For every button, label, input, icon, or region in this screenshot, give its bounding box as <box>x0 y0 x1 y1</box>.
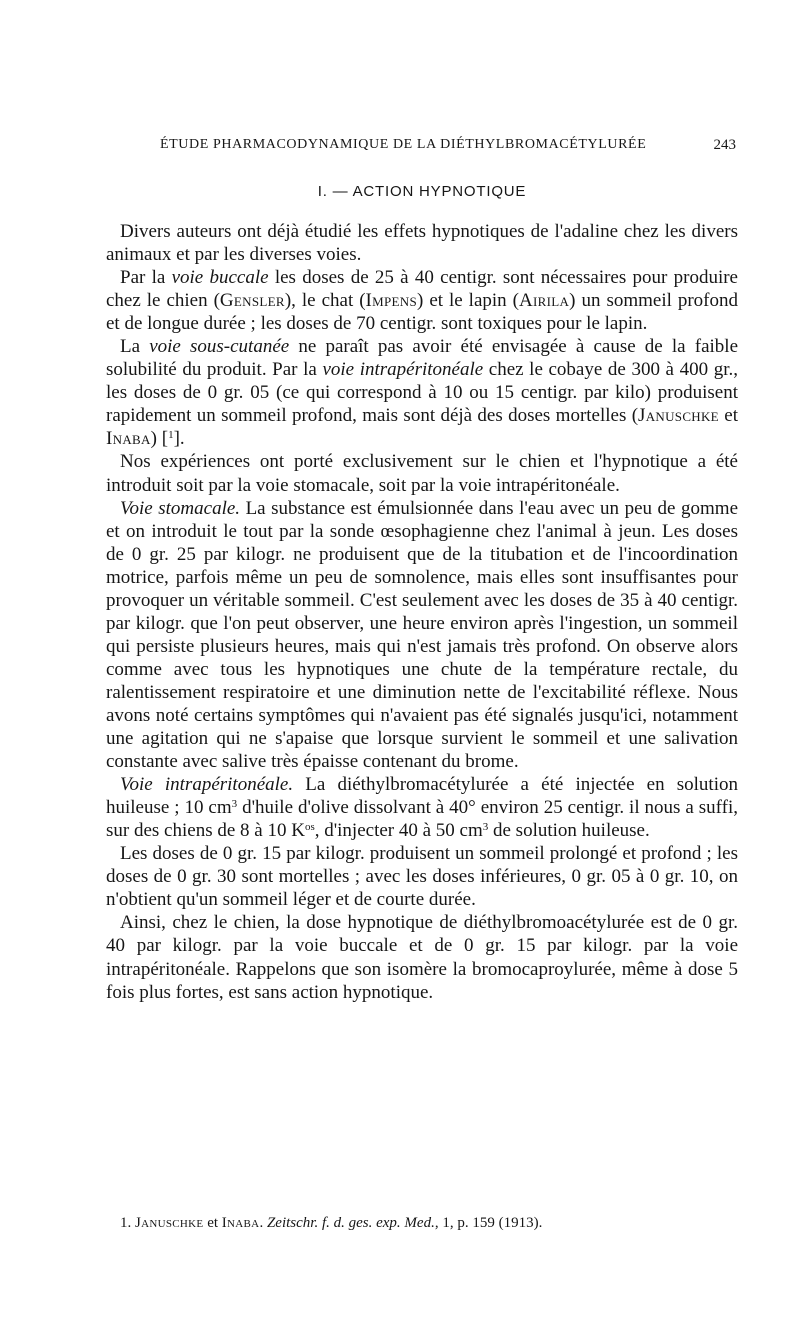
text-run: Par la <box>120 267 172 289</box>
text-run: . <box>259 1215 267 1231</box>
text-run: , d'injecter 40 à 50 cm <box>314 820 483 842</box>
text-run: les doses de 25 à 40 centigr. sont nécessaires pour produire chez le chien ( <box>106 267 738 312</box>
paragraph-voie-stomacale <box>106 497 738 774</box>
paragraph-voie-intraperitoneale <box>106 773 738 842</box>
author-name: Airila <box>518 290 570 312</box>
text-run: chez le cobaye de 300 à 400 gr., les doses de 0 gr. 05 (ce qui correspond à 10 ou 15 centigr. par kilo) produisent rapidement un sommeil profond, mais sont déjà des doses mortelles ( <box>106 359 738 427</box>
running-title: ÉTUDE PHARMACODYNAMIQUE DE LA DIÉTHYLBROMACÉTYLURÉE <box>160 137 647 152</box>
text-run: ) et le lapin ( <box>417 290 519 312</box>
text-run: ) [ <box>150 428 169 450</box>
text-run: , 1, p. 159 (1913). <box>434 1215 543 1231</box>
superscript: 3 <box>482 821 489 834</box>
text-run: ne paraît pas avoir été envisagée à cause de la faible solubilité du produit. Par la <box>106 336 739 381</box>
footnote-number: 1. <box>120 1215 135 1231</box>
text-run: ) un sommeil profond et de longue durée ; les doses de 70 centigr. sont toxiques pour le lapin. <box>106 290 739 335</box>
author-name: Gensler <box>219 290 285 312</box>
text-run: et <box>718 405 738 427</box>
author-name: Januschke <box>135 1215 204 1231</box>
body-text <box>106 220 738 1004</box>
author-name: Januschke <box>638 405 719 427</box>
voie-buccale-term: voie buccale <box>171 267 269 289</box>
running-header <box>160 137 736 153</box>
paragraph-conclusion: Ainsi, chez le chien, la dose hypnotique de diéthylbromoacétylurée est de 0 gr. 40 par kilogr. par la voie buccale et de 0 gr. 15 par kilogr. par la voie intrapéritonéale. Rappelons que son isomère la bromocaproylurée, même à dose 5 fois plus fortes, est sans action hypnotique. <box>106 912 738 1003</box>
text-run: ), le chat ( <box>284 290 366 312</box>
superscript: os <box>304 821 315 834</box>
text-run: La substance est émulsionnée dans l'eau avec un peu de gomme et on introduit le tout par la sonde œsophagienne chez l'animal à jeun. Les doses de 0 gr. 25 par kilogr. ne produisent que de la titubation et de l'incoordination motrice, parfois même un peu de somnolence, mais elles sont insuffisantes pour provoquer un véritable sommeil. C'est seulement avec les doses de 35 à 40 centigr. par kilogr. que l'on peut observer, une heure environ après l'ingestion, un sommeil qui persiste plusieurs heures, mais qui n'est jamais très profond. On observe alors comme avec tous les hypnotiques une chute de la température rectale, du ralentissement respiratoire et une diminution nette de l'excitabilité réflexe. Nous avons noté certains symptômes qui n'avaient pas été signalés jusqu'ici, notamment une agitation qui ne s'apaise que lorsque survient le sommeil et une salivation constante avec salive très épaisse contenant du brome. <box>106 497 738 773</box>
text-run: et <box>203 1215 222 1231</box>
author-name: Inaba <box>221 1215 260 1231</box>
footnote-reference: 1 <box>168 429 174 442</box>
text-run: ]. <box>173 428 185 450</box>
paragraph-intro: Divers auteurs ont déjà étudié les effets hypnotiques de l'adaline chez les divers animaux et par les diverses voies. <box>106 221 738 266</box>
paragraph-voie-sous-cutanee <box>106 335 738 450</box>
paragraph-experiences: Nos expériences ont porté exclusivement sur le chien et l'hypnotique a été introduit soit par la voie stomacale, soit par la voie intrapéritonéale. <box>106 451 738 496</box>
voie-sous-cutanee-term: voie sous-cutanée <box>149 336 290 358</box>
voie-intraperitoneale-heading: Voie intrapéritonéale. <box>120 774 294 796</box>
footnote <box>120 1214 740 1232</box>
text-run: de solution huileuse. <box>488 820 650 842</box>
paragraph-doses: Les doses de 0 gr. 15 par kilogr. produisent un sommeil prolongé et profond ; les doses de 0 gr. 30 sont mortelles ; avec les doses inférieures, 0 gr. 05 à 0 gr. 10, on n'obtient qu'un sommeil léger et de courte durée. <box>106 843 738 911</box>
author-name: Inaba <box>106 428 151 450</box>
text-run: La <box>120 336 150 358</box>
voie-stomacale-heading: Voie stomacale. <box>120 497 241 519</box>
journal-title: Zeitschr. f. d. ges. exp. Med. <box>266 1215 435 1231</box>
text-run: d'huile d'olive dissolvant à 40° environ 25 centigr. il nous a suffi, sur des chiens de 8 à 10 K <box>106 797 738 842</box>
section-title: I. — ACTION HYPNOTIQUE <box>317 183 527 200</box>
voie-intraperitoneale-term: voie intrapéritonéale <box>322 359 484 381</box>
superscript: 3 <box>231 798 238 811</box>
page-number: 243 <box>713 137 736 153</box>
text-run: La diéthylbromacétylurée a été injectée en solution huileuse ; 10 cm <box>106 774 738 819</box>
author-name: Impens <box>365 290 418 312</box>
paragraph-voie-buccale <box>106 266 738 335</box>
